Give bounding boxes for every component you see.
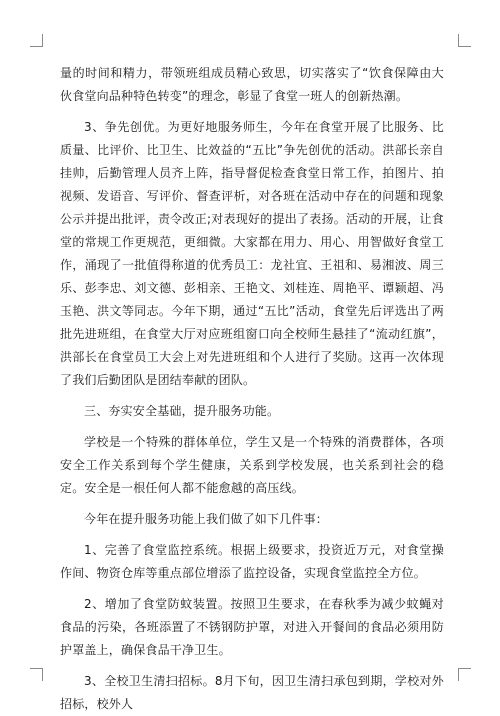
crop-mark-top-left	[30, 34, 43, 47]
crop-mark-top-right	[458, 34, 471, 47]
paragraph-item-3-excellence: 3、争先创优。为更好地服务师生，今年在食堂开展了比服务、比质量、比评价、比卫生、比效益的“五比”争先创优的活动。洪部长亲自挂帅，后勤管理人员齐上阵，指导督促检查食堂日常工作，拍图片、拍视频、发语音、写评价、督查评析，对各班在活动中存在的问题和现象公示并提出批评，责令改正;对表现好的提出了表扬。活动的开展，让食堂的常规工作更规范，更细微。大家都在用力、用心、用智做好食堂工作，涌现了一批值得称道的优秀员工：龙社宜、王祖和、易湘波、周三乐、彭李忠、刘文德、彭相亲、王艳文、刘桂连、周艳平、谭颖超、冯玉艳、洪文等同志。今年下期，通过“五比”活动，食堂先后评选出了两批先进班组，在食堂大厅对应班组窗口向全校师生悬挂了“流动红旗”，洪部长在食堂员工大会上对先进班组和个人进行了奖励。这再一次体现了我们后勤团队是团结奉献的团队。	[60, 120, 444, 387]
paragraph-item-3-cleaning: 3、全校卫生清扫招标。8月下旬，因卫生清扫承包到期，学校对外招标，校外人	[60, 674, 444, 711]
paragraph-continued: 量的时间和精力，带领班组成员精心致思，切实落实了“饮食保障由大伙食堂向品种特色转变”的理念，彰显了食堂一班人的创新热潮。	[60, 66, 444, 103]
section-heading-safety: 三、夯实安全基础，提升服务功能。	[84, 404, 280, 418]
paragraph-item-1-monitoring: 1、完善了食堂监控系统。根据上级要求，投资近万元，对食堂操作间、物资仓库等重点部位增添了监控设备，实现食堂监控全方位。	[60, 543, 444, 580]
crop-mark-bottom-right	[458, 668, 471, 681]
crop-mark-bottom-left	[30, 668, 43, 681]
document-body	[60, 62, 444, 716]
paragraph-tasks-intro: 今年在提升服务功能上我们做了如下几件事：	[84, 512, 329, 526]
paragraph-safety-intro: 学校是一个特殊的群体单位，学生又是一个特殊的消费群体，各项安全工作关系到每个学生健康，关系到学校发展，也关系到社会的稳定。安全是一根任何人都不能愈越的高压线。	[60, 435, 444, 495]
paragraph-item-2-mosquito: 2、增加了食堂防蚊装置。按照卫生要求，在春秋季为减少蚊蝇对食品的污染，各班添置了不锈钢防护罩，对进入开餐间的食品必须用防护罩盖上，确保食品干净卫生。	[60, 597, 444, 657]
